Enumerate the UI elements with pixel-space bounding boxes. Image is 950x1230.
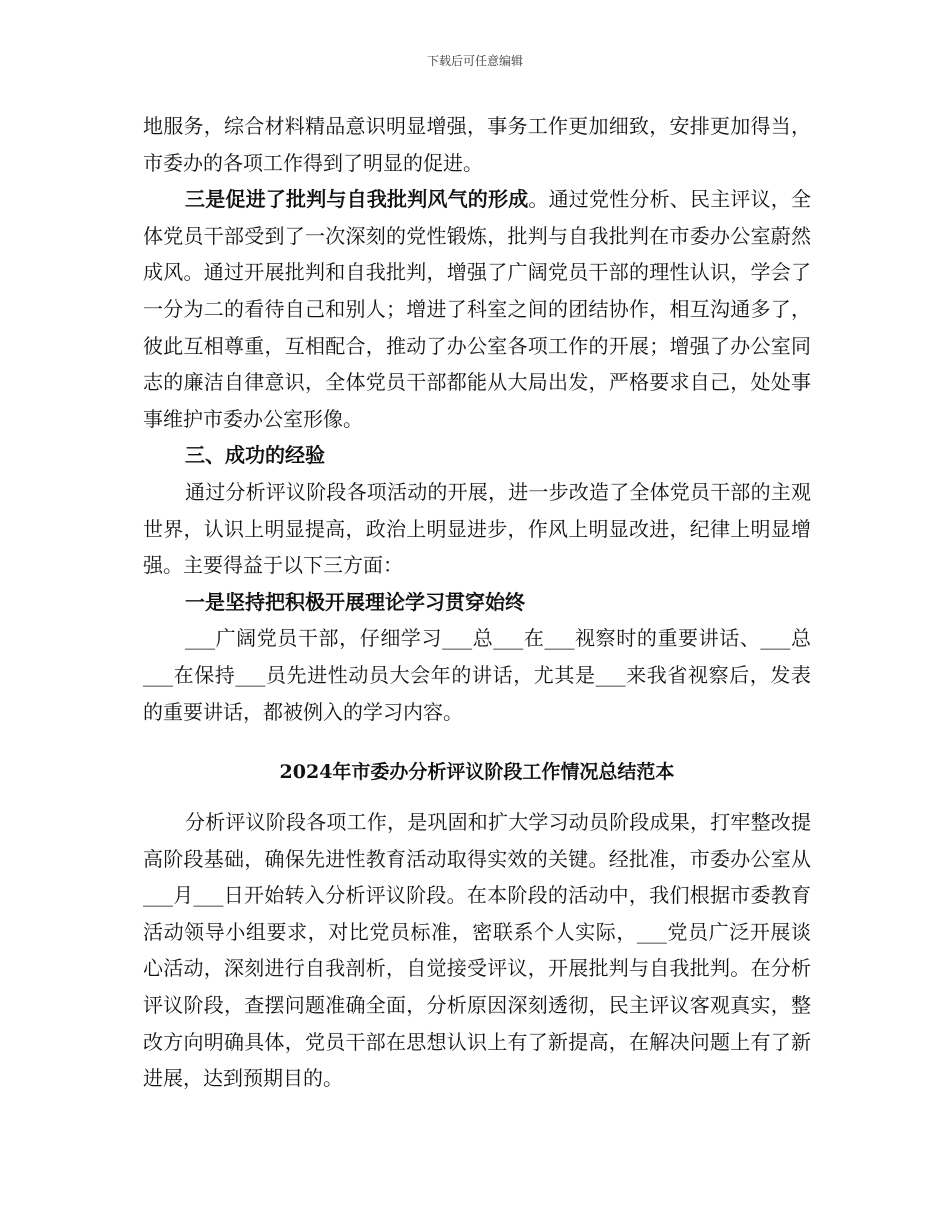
- paragraph-continuation: 地服务，综合材料精品意识明显增强，事务工作更加细致，安排更加得当，市委办的各项工作得到了明显的促进。: [143, 114, 811, 175]
- paragraph-summary-intro: 分析评议阶段各项工作，是巩固和扩大学习动员阶段成果，打牢整改提高阶段基础，确保先进性教育活动取得实效的关键。经批准，市委办公室从___月___日开始转入分析评议阶段。在本阶段的活动中，我们根据市委教育活动领导小组要求，对比党员标准，密联系个人实际，___党员广泛开展谈心活动，深刻进行自我剖析，自觉接受评议，开展批判与自我批判。在分析评议阶段，查摆问题准确全面，分析原因深刻透彻，民主评议客观真实，整改方向明确具体，党员干部在思想认识上有了新提高，在解决问题上有了新进展，达到预期目的。: [143, 810, 811, 1091]
- point-three-body: 。通过党性分析、民主评议，全体党员干部受到了一次深刻的党性锻炼，批判与自我批判在市委办公室蔚然成风。通过开展批判和自我批判，增强了广阔党员干部的理性认识，学会了一分为二的看待自己和别人；增进了科室之间的团结协作，相互沟通多了，彼此互相尊重，互相配合，推动了办公室各项工作的开展；增强了办公室同志的廉洁自律意识，全体党员干部都能从大局出发，严格要求自己，处处事事维护市委办公室形像。: [143, 187, 812, 431]
- point-three-lead: 三是促进了批判与自我批判风气的形成: [185, 187, 529, 212]
- paragraph-theory-study: ___广阔党员干部，仔细学习___总___在___视察时的重要讲话、___总___在保持___员先进性动员大会年的讲话，尤其是___来我省视察后，发表的重要讲话，都被例入的学习内容。: [143, 626, 811, 724]
- page-header-note: 下载后可任意编辑: [426, 54, 523, 68]
- paragraph-point-three: [143, 181, 811, 437]
- section-heading-success-experience: 三、成功的经验: [185, 443, 325, 468]
- document-title: 2024年市委办分析评议阶段工作情况总结范本: [279, 761, 675, 784]
- paragraph-experience-intro: 通过分析评议阶段各项活动的开展，进一步改造了全体党员干部的主观世界，认识上明显提高，政治上明显进步，作风上明显改进，纪律上明显增强。主要得益于以下三方面：: [143, 479, 811, 578]
- document-body: [143, 108, 811, 1097]
- sub-heading-theory-study: 一是坚持把积极开展理论学习贯穿始终: [185, 589, 525, 614]
